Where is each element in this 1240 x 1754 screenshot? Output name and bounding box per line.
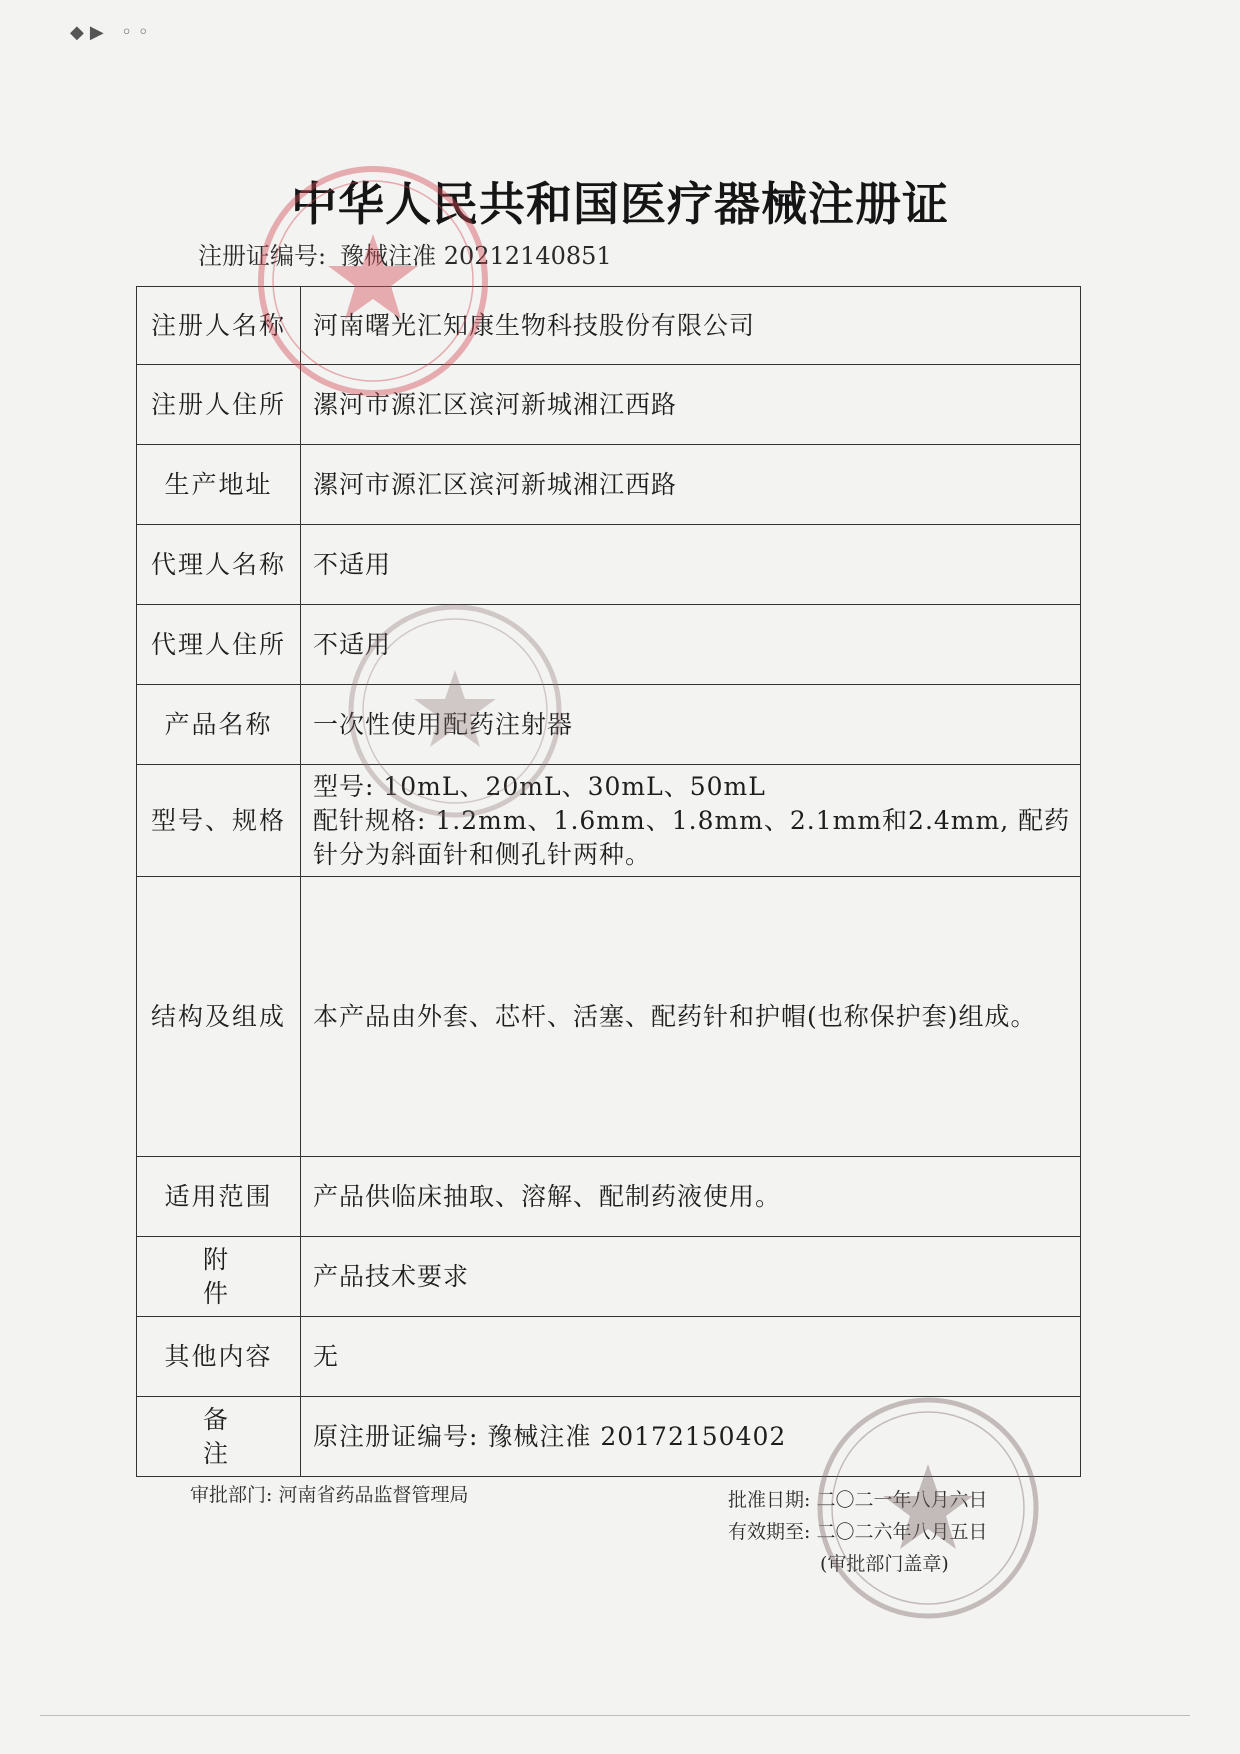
table-row bbox=[137, 365, 1081, 445]
row-key: 生产地址 bbox=[137, 445, 301, 525]
row-value: 原注册证编号: 豫械注准 20172150402 bbox=[301, 1397, 1081, 1477]
table-row bbox=[137, 445, 1081, 525]
row-value: 产品供临床抽取、溶解、配制药液使用。 bbox=[301, 1157, 1081, 1237]
table-row bbox=[137, 765, 1081, 877]
row-key: 其他内容 bbox=[137, 1317, 301, 1397]
row-key: 代理人住所 bbox=[137, 605, 301, 685]
document-title: 中华人民共和国医疗器械注册证 bbox=[291, 177, 949, 231]
approval-date-label: 批准日期: bbox=[728, 1489, 811, 1511]
approval-date bbox=[728, 1484, 987, 1516]
row-value: 本产品由外套、芯杆、活塞、配药针和护帽(也称保护套)组成。 bbox=[301, 877, 1081, 1157]
page-bottom-line bbox=[40, 1715, 1190, 1716]
row-key: 产品名称 bbox=[137, 685, 301, 765]
valid-until-value: 二〇二六年八月五日 bbox=[816, 1521, 988, 1543]
approval-department bbox=[190, 1480, 468, 1507]
stamp-note: (审批部门盖章) bbox=[820, 1553, 949, 1575]
row-value: 一次性使用配药注射器 bbox=[301, 685, 1081, 765]
table-row bbox=[137, 1317, 1081, 1397]
row-key: 适用范围 bbox=[137, 1157, 301, 1237]
table-row bbox=[137, 685, 1081, 765]
row-value: 河南曙光汇知康生物科技股份有限公司 bbox=[301, 287, 1081, 365]
table-row bbox=[137, 525, 1081, 605]
table-row bbox=[137, 605, 1081, 685]
table-row bbox=[137, 1157, 1081, 1237]
row-value: 漯河市源汇区滨河新城湘江西路 bbox=[301, 365, 1081, 445]
approval-department-label: 审批部门: bbox=[190, 1484, 273, 1506]
approval-dates bbox=[728, 1484, 987, 1580]
row-value: 不适用 bbox=[301, 605, 1081, 685]
row-value: 漯河市源汇区滨河新城湘江西路 bbox=[301, 445, 1081, 525]
row-key: 型号、规格 bbox=[137, 765, 301, 877]
approval-date-value: 二〇二一年八月六日 bbox=[816, 1489, 988, 1511]
row-key: 结构及组成 bbox=[137, 877, 301, 1157]
model-line: 型号: 10mL、20mL、30mL、50mL bbox=[313, 771, 766, 801]
table-row bbox=[137, 1237, 1081, 1317]
certificate-number bbox=[198, 236, 612, 271]
certificate-number-label: 注册证编号: bbox=[198, 242, 327, 270]
scan-specks: ◆▶ ◦◦ bbox=[70, 22, 155, 43]
row-value: 无 bbox=[301, 1317, 1081, 1397]
table-row bbox=[137, 287, 1081, 365]
valid-until-label: 有效期至: bbox=[728, 1521, 811, 1543]
row-value: 不适用 bbox=[301, 525, 1081, 605]
certificate-number-value: 豫械注准 20212140851 bbox=[340, 242, 612, 270]
row-value: 产品技术要求 bbox=[301, 1237, 1081, 1317]
table-row bbox=[137, 877, 1081, 1157]
row-key: 备 注 bbox=[137, 1397, 301, 1477]
registration-table bbox=[136, 286, 1081, 1477]
valid-until bbox=[728, 1516, 987, 1548]
row-key: 代理人名称 bbox=[137, 525, 301, 605]
needle-spec-line: 配针规格: 1.2mm、1.6mm、1.8mm、2.1mm和2.4mm, 配药针分为斜面针和侧孔针两种。 bbox=[313, 805, 1071, 869]
row-value bbox=[301, 765, 1081, 877]
row-key: 注册人住所 bbox=[137, 365, 301, 445]
approval-department-value: 河南省药品监督管理局 bbox=[278, 1484, 469, 1506]
table-row bbox=[137, 1397, 1081, 1477]
row-key: 注册人名称 bbox=[137, 287, 301, 365]
row-key: 附 件 bbox=[137, 1237, 301, 1317]
